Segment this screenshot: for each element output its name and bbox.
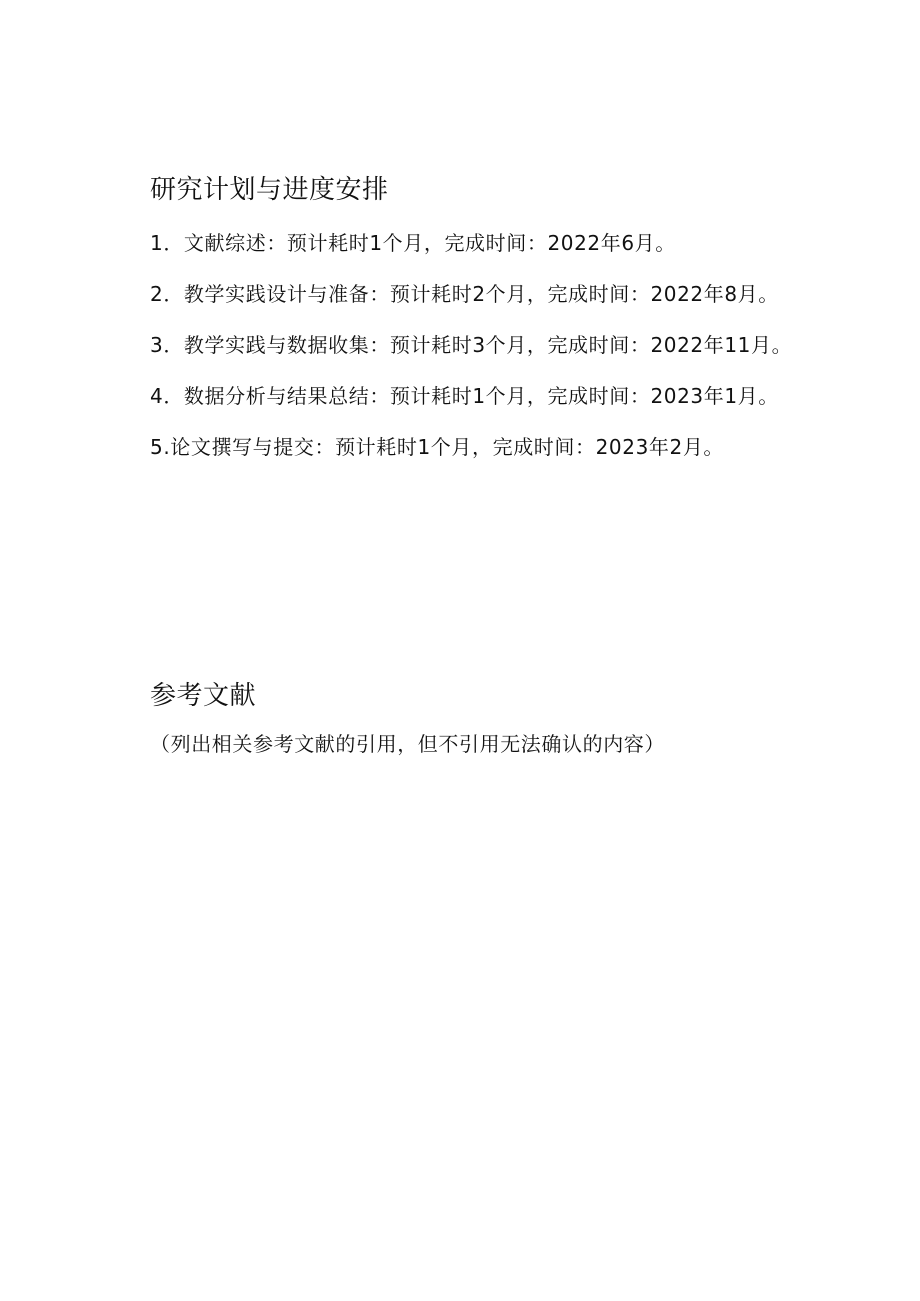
section-heading-references: 参考文献 xyxy=(150,681,257,711)
plan-item-1: 1．文献综述：预计耗时1个月，完成时间：2022年6月。 xyxy=(150,231,676,255)
references-note: （列出相关参考文献的引用，但不引用无法确认的内容） xyxy=(150,732,665,756)
plan-item-5: 5.论文撰写与提交：预计耗时1个月，完成时间：2023年2月。 xyxy=(150,435,725,459)
plan-item-4: 4．数据分析与结果总结：预计耗时1个月，完成时间：2023年1月。 xyxy=(150,384,779,408)
plan-item-2: 2．教学实践设计与准备：预计耗时2个月，完成时间：2022年8月。 xyxy=(150,282,779,306)
research-plan-section xyxy=(104,170,804,473)
section-heading-plan: 研究计划与进度安排 xyxy=(150,175,389,205)
references-section xyxy=(104,676,804,764)
plan-item-3: 3．教学实践与数据收集：预计耗时3个月，完成时间：2022年11月。 xyxy=(150,333,793,357)
